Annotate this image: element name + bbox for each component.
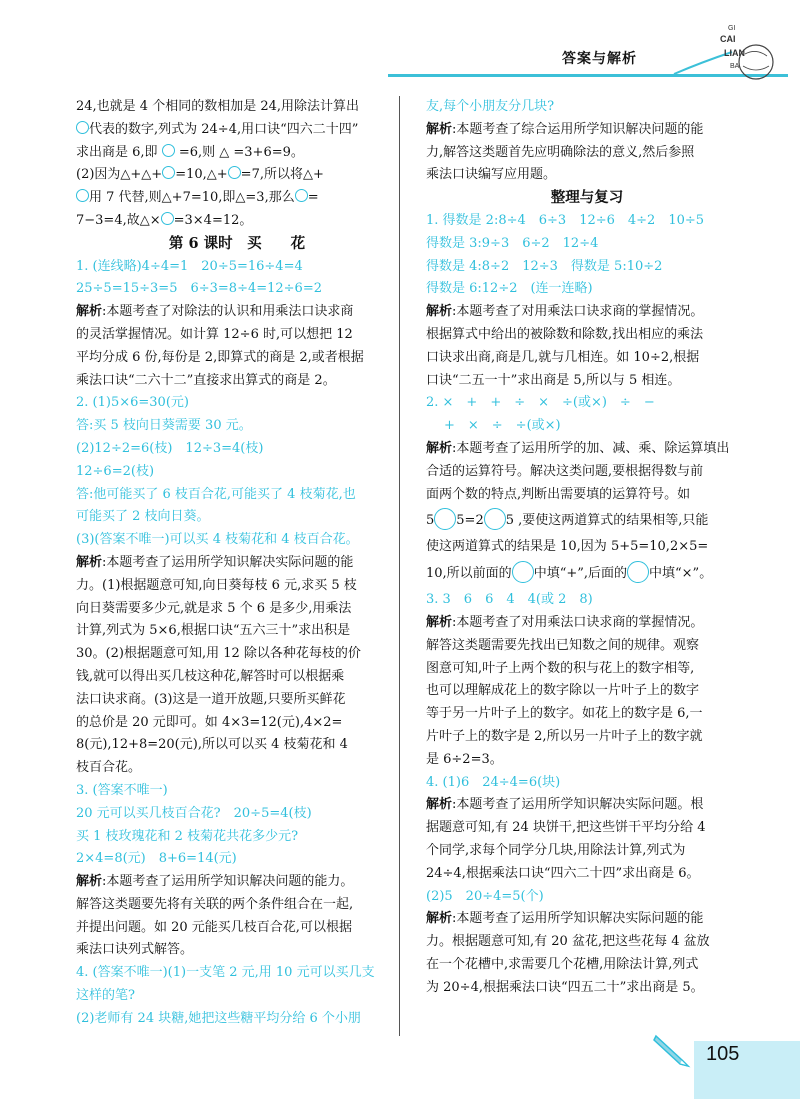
analysis-line: 乘法口诀编写应用题。	[426, 167, 557, 183]
analysis-line: 解析:本题考查了对用乘法口诀求商的掌握情况。	[426, 304, 704, 320]
answer-line: 可能买了 2 枝向日葵。	[76, 509, 210, 525]
analysis-line: 的总价是 20 元即可。如 4×3=12(元),4×2=	[76, 714, 343, 730]
answer-line: 12÷6=2(枝)	[76, 463, 155, 479]
answer-line: 3. (答案不唯一)	[76, 782, 168, 798]
analysis-line: 解析:本题考查了运用所学的加、减、乘、除运算填出	[426, 440, 730, 456]
analysis-line: 也可以理解成花上的数字除以一片叶子上的数字	[426, 683, 700, 699]
analysis-line: 计算,列式为 5×6,根据口诀“五六三十”求出积是	[76, 623, 351, 639]
right-column	[426, 96, 748, 999]
analysis-line: 面两个数的特点,判断出需要填的运算符号。如	[426, 486, 691, 502]
circle-symbol-icon	[76, 189, 89, 202]
svg-text:BA: BA	[730, 63, 740, 70]
analysis-line: 力。(1)根据题意可知,向日葵每枝 6 元,求买 5 枝	[76, 577, 357, 593]
analysis-line: 并提出问题。如 20 元能买几枝百合花,可以根据	[76, 919, 352, 935]
text-line: 用 7 代替,则△+7=10,即△=3,那么 =	[76, 187, 398, 210]
circle-symbol-icon	[162, 144, 175, 157]
answer-line: + × ÷ ÷(或×)	[444, 418, 561, 434]
analysis-line: 解析:本题考查了综合运用所学知识解决问题的能	[426, 121, 704, 137]
analysis-line: 平均分成 6 份,每份是 2,即算式的商是 2,或者根据	[76, 349, 364, 365]
analysis-line: 向日葵需要多少元,就是求 5 个 6 是多少,用乘法	[76, 600, 352, 616]
pencil-icon	[652, 1030, 696, 1070]
circle-symbol-icon	[228, 166, 241, 179]
column-divider	[399, 96, 400, 1036]
page-header	[0, 0, 800, 86]
analysis-line: 个同学,求每个同学分几块,用除法计算,列式为	[426, 842, 686, 858]
analysis-line: 解析:本题考查了运用所学知识解决实际问题。根	[426, 797, 704, 813]
text-line: 24,也就是 4 个相同的数相加是 24,用除法计算出	[76, 99, 360, 114]
analysis-line: 钱,就可以得出买几枝这种花,解答时可以根据乘	[76, 668, 345, 684]
svg-text:LIAN: LIAN	[724, 48, 745, 58]
analysis-line: 30。(2)根据题意可知,用 12 除以各种花每枝的价	[76, 646, 361, 662]
analysis-line: 为 20÷4,根据乘法口诀“四五二十”求出商是 5。	[426, 979, 704, 995]
brand-logo-icon	[672, 22, 776, 86]
answer-line: 得数是 4:8÷2 12÷3 得数是 5:10÷2	[426, 258, 663, 274]
analysis-line: 乘法口诀列式解答。	[76, 942, 194, 958]
answer-line: 答:他可能买了 6 枝百合花,可能买了 4 枝菊花,也	[76, 486, 356, 502]
analysis-line: 在一个花槽中,求需要几个花槽,用除法计算,列式	[426, 956, 699, 972]
circle-symbol-icon	[295, 189, 308, 202]
svg-text:CAI: CAI	[720, 34, 736, 44]
answer-line: 答:买 5 枝向日葵需要 30 元。	[76, 418, 252, 434]
analysis-line: 解答这类题要先将有关联的两个条件组合在一起,	[76, 896, 354, 912]
answer-line: 1. 得数是 2:8÷4 6÷3 12÷6 4÷2 10÷5	[426, 212, 705, 228]
section-heading: 整理与复习	[550, 189, 624, 207]
answer-line: (2)5 20÷4=5(个)	[426, 888, 544, 904]
analysis-line: 片叶子上的数字是 2,所以另一片叶子上的数字就	[426, 728, 703, 744]
answer-line: 1. (连线略)4÷4=1 20÷5=16÷4=4	[76, 258, 303, 274]
analysis-line: 力,解答这类题首先应明确除法的意义,然后参照	[426, 144, 695, 160]
answer-line: 得数是 6:12÷2 (连一连略)	[426, 281, 593, 297]
circle-symbol-icon	[162, 166, 175, 179]
answer-line: 友,每个小朋友分几块?	[426, 99, 555, 114]
analysis-line: 解析:本题考查了运用所学知识解决问题的能力。	[76, 874, 354, 890]
circle-symbol-icon	[161, 212, 174, 225]
analysis-line: 等于另一片叶子上的数字。如花上的数字是 6,一	[426, 706, 703, 722]
analysis-line: 解析:本题考查了对用乘法口诀求商的掌握情况。	[426, 614, 704, 630]
analysis-line: 乘法口诀“二六十二”直接求出算式的商是 2。	[76, 372, 336, 388]
analysis-line: 枝百合花。	[76, 760, 142, 776]
page-number: 105	[706, 1043, 740, 1065]
text-line: 代表的数字,列式为 24÷4,用口诀“四六二十四”	[76, 119, 398, 142]
blank-circle-icon	[434, 508, 456, 530]
analysis-line: 是 6÷2=3。	[426, 751, 503, 767]
answer-line: (2)老师有 24 块糖,她把这些糖平均分给 6 个小朋	[76, 1010, 361, 1026]
analysis-line: 力。根据题意可知,有 20 盆花,把这些花每 4 盆放	[426, 934, 710, 950]
analysis-line: 口诀求出商,商是几,就与几相连。如 10÷2,根据	[426, 349, 700, 365]
lesson-heading: 第 6 课时 买 花	[168, 234, 306, 252]
answer-line: (2)12÷2=6(枝) 12÷3=4(枝)	[76, 440, 264, 456]
answer-line: 买 1 枝玫瑰花和 2 枝菊花共花多少元?	[76, 828, 299, 844]
blank-circle-icon	[512, 561, 534, 583]
analysis-line: 使这两道算式的结果是 10,因为 5+5=10,2×5=	[426, 539, 709, 555]
svg-text:GI: GI	[728, 25, 736, 32]
analysis-line: 解析:本题考查了运用所学知识解决实际问题的能	[426, 911, 704, 927]
analysis-line: 据题意可知,有 24 块饼干,把这些饼干平均分给 4	[426, 820, 706, 836]
left-column	[76, 96, 398, 1031]
analysis-line: 解答这类题需要先找出已知数之间的规律。观察	[426, 637, 700, 653]
blank-circle-icon	[627, 561, 649, 583]
text-line: 7−3=4,故△× =3×4=12。	[76, 212, 253, 228]
analysis-line: 8(元),12+8=20(元),所以可以买 4 枝菊花和 4	[76, 737, 348, 753]
answer-line: 这样的笔?	[76, 988, 135, 1004]
analysis-line: 图意可知,叶子上两个数的积与花上的数字相等,	[426, 660, 695, 676]
analysis-line: 解析:本题考查了对除法的认识和用乘法口诀求商	[76, 304, 354, 320]
analysis-line: 的灵活掌握情况。如计算 12÷6 时,可以想把 12	[76, 326, 353, 342]
analysis-line: 口诀“二五一十”求出商是 5,所以与 5 相连。	[426, 372, 681, 388]
answer-line: 4. (1)6 24÷4=6(块)	[426, 774, 561, 790]
answer-line: 20 元可以买几枝百合花? 20÷5=4(枝)	[76, 805, 312, 821]
analysis-line: 法口诀求商。(3)这是一道开放题,只要所买鲜花	[76, 691, 346, 707]
answer-line: 2. × + + ÷ × ÷(或×) ÷ −	[426, 395, 655, 411]
answer-line: 得数是 3:9÷3 6÷2 12÷4	[426, 235, 599, 251]
answer-line: 2×4=8(元) 8+6=14(元)	[76, 851, 237, 867]
answer-line: 4. (答案不唯一)(1)一支笔 2 元,用 10 元可以买几支	[76, 965, 375, 981]
answer-line: (3)(答案不唯一)可以买 4 枝菊花和 4 枝百合花。	[76, 532, 359, 548]
blank-circle-icon	[484, 508, 506, 530]
answer-line: 2. (1)5×6=30(元)	[76, 395, 189, 411]
circle-symbol-icon	[76, 121, 89, 134]
answer-line: 25÷5=15÷3=5 6÷3=8÷4=12÷6=2	[76, 281, 322, 297]
analysis-line: 10,所以前面的 中填“+”,后面的 中填“×”。	[426, 559, 748, 589]
answer-line: 3. 3 6 6 4 4(或 2 8)	[426, 592, 593, 608]
analysis-line: 合适的运算符号。解决这类问题,要根据得数与前	[426, 463, 704, 479]
analysis-line: 24÷4,根据乘法口诀“四六二十四”求出商是 6。	[426, 865, 700, 881]
analysis-line: 解析:本题考查了运用所学知识解决实际问题的能	[76, 554, 354, 570]
analysis-line: 5 5=2 5 ,要使这两道算式的结果相等,只能	[426, 506, 748, 536]
text-line: 求出商是 6,即 =6,则 △ =3+6=9。	[76, 144, 304, 160]
analysis-line: 根据算式中给出的被除数和除数,找出相应的乘法	[426, 326, 704, 342]
header-title: 答案与解析	[562, 51, 637, 67]
text-line: (2)因为△+△+ =10,△+ =7,所以将△+	[76, 167, 324, 183]
